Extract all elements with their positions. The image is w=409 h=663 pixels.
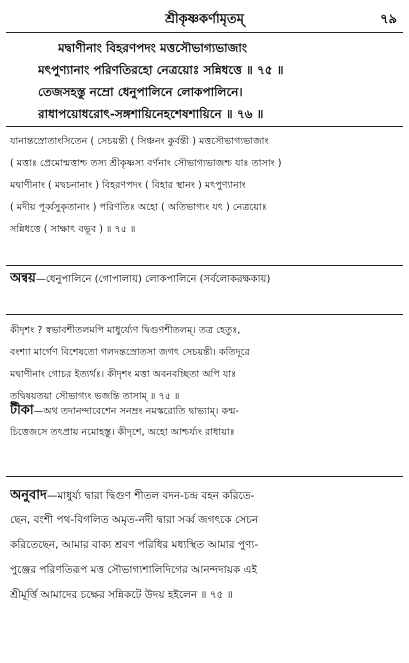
verse-line: রাধাপয়োধরোৎ-সঙ্গশায়িনেহশেষশায়িনে ॥ ৭৬ ॥ — [38, 107, 264, 121]
anvaya-label: অন্বয় — [10, 271, 36, 286]
anubad-line: পুঞ্জের পরিণতিরূপ মত্ত সৌভাগ্যশালিদিগের আনন্দদায়ক এই — [10, 564, 257, 576]
tika-line: মদ্বাণীনাং গোচর ইত্যর্থঃ। কীদৃশং মত্তা অবনবচ্ছিতা অপি যাঃ — [10, 369, 237, 380]
commentary-line: সন্নিধত্তে ( সাক্ষাৎ বভূব ) ॥ ৭৫ ॥ — [10, 224, 136, 235]
anubad-line: শ্রীমূর্ত্তি আমাদের চক্ষের সন্নিকটে উদয় হইলেন ॥ ৭৫ ॥ — [10, 589, 233, 601]
anvaya-block — [10, 268, 402, 290]
tika-line: কীদৃশং ? স্বভাবশীতলমপি মাধুর্য্যেণ দ্বিগুণশীতলম্। তত্র হেতুঃ, — [10, 325, 241, 336]
anubad-line — [10, 483, 402, 508]
anubad-text: —মাধুর্য্য দ্বারা দ্বিগুণ শীতল বদন-চন্দ্র বহন করিতে- — [46, 490, 255, 502]
section-divider — [6, 476, 403, 477]
tika-text: —অথ তদানন্দাবেশেন সনম্রং নমস্করোতি দ্বাভ্যাম্। কন্ম- — [33, 406, 239, 417]
header-divider — [6, 32, 403, 33]
anvaya-text: —ধেনুপালিনে (গোপালায়) লোকপালিনে (সর্বলোকরক্ষকায়) — [35, 274, 271, 285]
verse-line: তেজসহস্তু নম্রো ধেনুপালিনে লোকপালিনে। — [38, 85, 243, 99]
commentary-line: মদ্বাণীনাং ( মদ্বচনানাং ) বিহরণপদং ( বিহার স্থানং ) মৎপুণ্যানাং — [10, 180, 246, 191]
section-divider — [6, 314, 403, 315]
page-header — [0, 10, 409, 30]
tika-line — [10, 400, 402, 422]
tika-line: চিত্তেজসে তৎপ্রায় নমোহস্তু। কীদৃশে, অহো আশ্চর্য্যং রাধায়াঃ — [10, 427, 235, 438]
section-divider — [6, 265, 403, 266]
verse-line: মৎপুণ্যানাং পরিণতিরহো নেত্রয়োঃ সন্নিধত্তে ॥ ৭৫ ॥ — [38, 63, 284, 77]
anvaya-line — [10, 268, 402, 290]
commentary-line: ( মত্তাঃ প্রেমোন্মত্তাশ্চ তস্য শ্রীকৃষ্ণস্য বর্ণনাং সৌভাগ্যভাজশ্চ যাঃ তাসাং ) — [10, 158, 282, 169]
page-title: শ্রীকৃষ্ণকর্ণামৃতম্ — [165, 12, 244, 27]
anubad-line: করিতেছেন, আমার বাক্য শ্রবণ পরিধির মধ্যস্থিত আমার পুণ্য- — [10, 539, 259, 551]
tika-line: বংশ্যা মার্গেণ বিশেষতো গলদম্তস্রোতসা জগৎ সেচয়ন্তী। কতিদূরে — [10, 347, 250, 358]
anubad-label: অনুবাদ — [10, 488, 47, 503]
section-divider — [6, 126, 403, 127]
anubad-block — [10, 483, 402, 608]
commentary-block — [10, 131, 402, 241]
tika-line: তদ্বিষয়তয়া সৌভাগ্যং ভজন্তি তাসাম্ ॥ ৭৫ ॥ — [10, 391, 180, 402]
page-number: ৭৯ — [380, 12, 397, 27]
anubad-line: ছেন, বংশী পথ-বিগলিত অমৃত-নদী দ্বারা সর্ব্ব জগৎকে সেচন — [10, 514, 259, 526]
sanskrit-tika-block — [10, 320, 402, 408]
tika-block — [10, 400, 402, 444]
verse-line: মদ্বাণীনাং বিহরণপদং মত্তসৌভাগ্যভাজাং — [58, 41, 248, 55]
tika-label: টীকা — [10, 403, 34, 418]
commentary-line: ( মদীয় পূর্ব্বসুকৃতানাং ) পরিণতিঃ অহো ( অতিভাগ্যং যৎ ) নেত্রয়োঃ — [10, 202, 267, 213]
commentary-line: যানাম্তস্রোতাংসিতেন ( সেচয়ন্তী ( সিঞ্চনং কুর্বন্তী ) মত্তসৌভাগ্যভাজাং — [10, 136, 269, 147]
